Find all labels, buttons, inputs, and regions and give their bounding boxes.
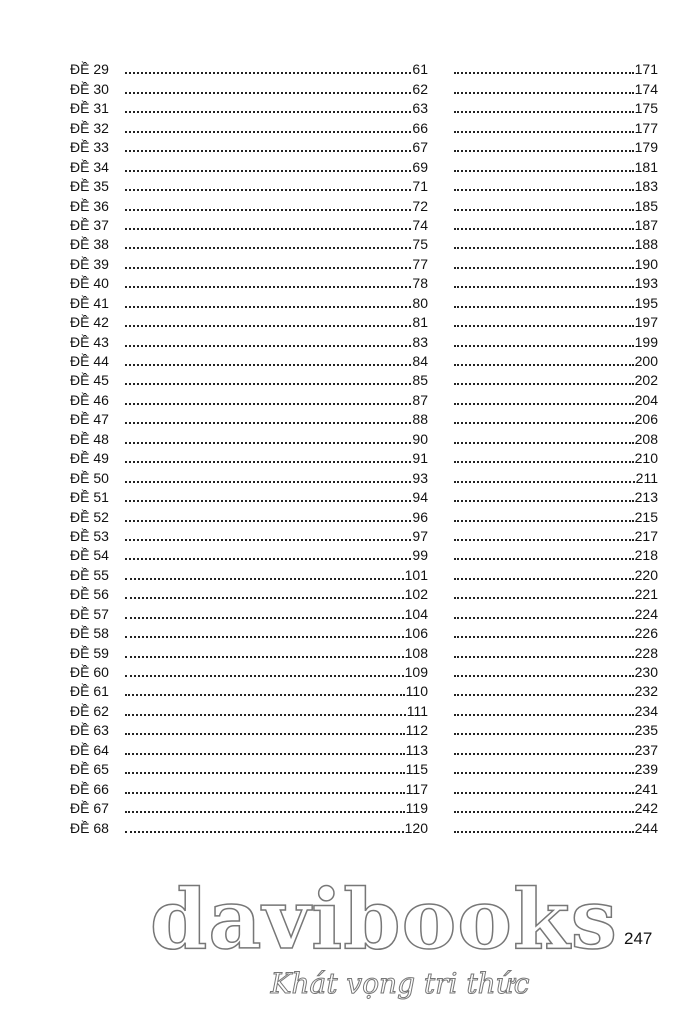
- toc-entry: [70, 369, 428, 388]
- toc-entry: [453, 602, 658, 621]
- toc-entry: [453, 699, 658, 718]
- toc-entry: [453, 116, 658, 135]
- toc-entry-page: 188: [634, 236, 658, 253]
- toc-entry-label: ĐỀ 34: [70, 158, 109, 175]
- dot-leader: [125, 344, 411, 347]
- toc-entry-label: ĐỀ 38: [70, 236, 109, 253]
- toc-entry: [453, 233, 658, 252]
- toc-entry-label: ĐỀ 46: [70, 391, 109, 408]
- toc-entry-page: 109: [404, 664, 428, 680]
- toc-entry: [70, 252, 428, 271]
- toc-entry-label: ĐỀ 36: [70, 197, 109, 214]
- toc-entry-page: 77: [412, 255, 428, 272]
- toc-entry-page: 217: [634, 527, 658, 544]
- toc-entry: [70, 661, 428, 680]
- toc-entry-page: 210: [634, 450, 658, 467]
- dot-leader: [454, 344, 634, 347]
- toc-entry-page: 215: [634, 508, 658, 525]
- toc-entry-label: ĐỀ 57: [70, 605, 109, 622]
- dot-leader: [125, 324, 411, 327]
- toc-entry: [453, 330, 658, 349]
- toc-entry-page: 244: [634, 819, 658, 836]
- toc-entry-page: 94: [412, 489, 428, 506]
- toc-entry: [70, 116, 428, 135]
- dot-leader: [125, 480, 411, 483]
- toc-entry-label: ĐỀ 68: [70, 819, 109, 836]
- toc-entry-page: 61: [412, 61, 428, 78]
- toc-entry-page: 239: [634, 761, 658, 778]
- dot-leader: [125, 557, 411, 560]
- toc-entry: [70, 408, 428, 427]
- toc-entry-label: ĐỀ 50: [70, 469, 109, 486]
- toc-entry: [70, 388, 428, 407]
- toc-entry-page: 190: [634, 255, 658, 272]
- dot-leader: [454, 499, 634, 502]
- toc-entry: [453, 622, 658, 641]
- toc-entry: [453, 583, 658, 602]
- toc-entry-page: 72: [412, 197, 428, 214]
- toc-entry: [70, 58, 428, 77]
- toc-entry-label: ĐỀ 61: [70, 683, 109, 700]
- watermark-slogan: Khát vọng tri thức: [270, 967, 530, 1000]
- dot-leader: [454, 169, 634, 172]
- toc-entry-page: 200: [634, 353, 658, 369]
- toc-entry-page: 202: [634, 372, 658, 389]
- dot-leader: [125, 538, 411, 541]
- toc-entry: [70, 214, 428, 233]
- toc-entry: [453, 738, 658, 757]
- toc-entry-label: ĐỀ 31: [70, 100, 109, 117]
- toc-entry-page: 106: [404, 625, 428, 642]
- toc-entry-page: 62: [412, 80, 428, 97]
- dot-leader: [125, 519, 411, 522]
- toc-entry: [453, 350, 658, 369]
- toc-entry: [453, 272, 658, 291]
- toc-entry-page: 87: [412, 391, 428, 408]
- toc-entry: [70, 777, 428, 796]
- dot-leader: [454, 519, 634, 522]
- toc-entry: [70, 330, 428, 349]
- toc-entry-page: 218: [634, 547, 658, 564]
- toc-entry-page: 102: [404, 586, 428, 603]
- toc-entry: [453, 388, 658, 407]
- dot-leader: [125, 363, 411, 366]
- toc-entry-page: 237: [634, 741, 658, 758]
- toc-entry-page: 234: [634, 702, 658, 719]
- dot-leader: [454, 324, 634, 327]
- toc-entry-page: 120: [404, 819, 428, 836]
- dot-leader: [125, 91, 411, 94]
- toc-entry-label: ĐỀ 65: [70, 761, 109, 778]
- dot-leader: [125, 246, 411, 249]
- dot-leader: [125, 188, 411, 191]
- dot-leader: [454, 188, 634, 191]
- dot-leader: [125, 285, 411, 288]
- toc-entry-page: 111: [406, 702, 428, 719]
- toc-entry-page: 63: [412, 100, 428, 117]
- dot-leader: [125, 382, 411, 385]
- toc-entry: [453, 291, 658, 310]
- toc-left-column: [70, 58, 428, 836]
- toc-entry-page: 174: [634, 80, 658, 97]
- toc-entry-page: 117: [405, 780, 428, 797]
- toc-entry: [70, 505, 428, 524]
- toc-entry-label: ĐỀ 60: [70, 664, 109, 680]
- toc-entry-page: 197: [634, 314, 658, 331]
- dot-leader: [454, 285, 634, 288]
- dot-leader: [125, 655, 404, 658]
- toc-entry-label: ĐỀ 48: [70, 430, 109, 447]
- dot-leader: [125, 577, 404, 580]
- toc-entry-page: 208: [634, 430, 658, 447]
- toc-entry: [70, 175, 428, 194]
- toc-entry-page: 204: [634, 391, 658, 408]
- dot-leader: [125, 227, 411, 230]
- toc-entry-page: 110: [405, 683, 428, 700]
- toc-entry: [453, 544, 658, 563]
- toc-entry: [453, 680, 658, 699]
- dot-leader: [125, 752, 405, 755]
- toc-entry: [70, 97, 428, 116]
- toc-entry-page: 85: [412, 372, 428, 389]
- dot-leader: [125, 169, 411, 172]
- dot-leader: [125, 110, 411, 113]
- dot-leader: [454, 713, 634, 716]
- dot-leader: [454, 382, 634, 385]
- dot-leader: [454, 596, 634, 599]
- page-number: 247: [624, 929, 653, 948]
- toc-entry-label: ĐỀ 39: [70, 255, 109, 272]
- toc-entry: [453, 155, 658, 174]
- toc-entry-page: 185: [634, 197, 658, 214]
- dot-leader: [454, 771, 634, 774]
- dot-leader: [454, 674, 634, 677]
- toc-entry-label: ĐỀ 49: [70, 450, 109, 467]
- toc-entry-label: ĐỀ 41: [70, 294, 109, 311]
- dot-leader: [125, 810, 405, 813]
- dot-leader: [454, 149, 634, 152]
- toc-entry-page: 213: [634, 489, 658, 506]
- toc-entry-page: 171: [634, 61, 658, 78]
- dot-leader: [454, 577, 634, 580]
- toc-entry-label: ĐỀ 63: [70, 722, 109, 739]
- dot-leader: [454, 538, 634, 541]
- toc-entry-page: 177: [634, 119, 658, 136]
- toc-entry-page: 175: [634, 100, 658, 117]
- toc-entry-page: 74: [412, 216, 428, 233]
- toc-entry-page: 119: [405, 800, 428, 817]
- toc-entry-page: 206: [634, 411, 658, 428]
- toc-entry-page: 221: [634, 586, 658, 603]
- toc-entry-page: 91: [412, 450, 428, 467]
- toc-entry-page: 199: [634, 333, 658, 350]
- toc-entry: [453, 466, 658, 485]
- toc-entry-page: 97: [412, 527, 428, 544]
- toc-entry-page: 112: [405, 722, 428, 739]
- toc-entry-page: 88: [412, 411, 428, 428]
- toc-entry: [453, 758, 658, 777]
- toc-entry: [70, 738, 428, 757]
- dot-leader: [125, 499, 411, 502]
- dot-leader: [125, 791, 405, 794]
- toc-entry-page: 108: [404, 644, 428, 661]
- dot-leader: [454, 732, 634, 735]
- toc-entry-page: 101: [404, 566, 428, 583]
- toc-entry-label: ĐỀ 51: [70, 489, 109, 506]
- dot-leader: [125, 674, 404, 677]
- toc-entry-page: 93: [412, 469, 428, 486]
- toc-entry-page: 241: [634, 780, 658, 797]
- toc-entry: [70, 622, 428, 641]
- toc-entry: [453, 525, 658, 544]
- dot-leader: [454, 363, 634, 366]
- dot-leader: [454, 635, 634, 638]
- dot-leader: [125, 305, 411, 308]
- toc-entry: [453, 563, 658, 582]
- toc-entry-page: 69: [412, 158, 428, 175]
- dot-leader: [125, 441, 411, 444]
- toc-entry-page: 179: [634, 139, 658, 156]
- dot-leader: [454, 402, 634, 405]
- toc-entry: [453, 311, 658, 330]
- toc-entry-label: ĐỀ 32: [70, 119, 109, 136]
- toc-entry-page: 230: [634, 664, 658, 680]
- toc-entry: [453, 486, 658, 505]
- dot-leader: [454, 208, 634, 211]
- dot-leader: [125, 71, 411, 74]
- dot-leader: [125, 616, 404, 619]
- toc-entry: [70, 136, 428, 155]
- toc-entry-label: ĐỀ 37: [70, 216, 109, 233]
- toc-entry: [453, 58, 658, 77]
- toc-entry-label: ĐỀ 62: [70, 702, 109, 719]
- dot-leader: [454, 305, 634, 308]
- toc-entry: [453, 719, 658, 738]
- toc-entry: [453, 641, 658, 660]
- toc-entry-label: ĐỀ 44: [70, 353, 109, 369]
- toc-entry: [70, 797, 428, 816]
- toc-entry-page: 71: [412, 178, 428, 195]
- toc-entry-label: ĐỀ 66: [70, 780, 109, 797]
- dot-leader: [454, 266, 634, 269]
- toc-entry: [453, 661, 658, 680]
- toc-entry: [453, 816, 658, 835]
- toc-entry: [70, 758, 428, 777]
- toc-entry-page: 104: [404, 605, 428, 622]
- toc-entry-page: 211: [635, 469, 658, 486]
- toc-entry: [453, 194, 658, 213]
- toc-entry: [70, 544, 428, 563]
- dot-leader: [125, 713, 406, 716]
- toc-entry-label: ĐỀ 35: [70, 178, 109, 195]
- toc-entry-page: 187: [634, 216, 658, 233]
- dot-leader: [125, 596, 404, 599]
- dot-leader: [125, 266, 411, 269]
- toc-entry: [70, 350, 428, 369]
- toc-entry-page: 242: [634, 800, 658, 817]
- dot-leader: [125, 421, 411, 424]
- dot-leader: [454, 71, 634, 74]
- toc-entry-label: ĐỀ 29: [70, 61, 109, 78]
- dot-leader: [454, 421, 634, 424]
- dot-leader: [125, 830, 404, 833]
- toc-entry-label: ĐỀ 53: [70, 527, 109, 544]
- toc-entry-label: ĐỀ 67: [70, 800, 109, 817]
- toc-entry: [453, 447, 658, 466]
- toc-entry: [70, 466, 428, 485]
- toc-entry: [70, 291, 428, 310]
- toc-entry-label: ĐỀ 47: [70, 411, 109, 428]
- toc-entry-label: ĐỀ 33: [70, 139, 109, 156]
- toc-entry-page: 232: [634, 683, 658, 700]
- toc-entry-label: ĐỀ 55: [70, 566, 109, 583]
- toc-entry: [70, 602, 428, 621]
- toc-entry-label: ĐỀ 45: [70, 372, 109, 389]
- toc-entry: [70, 563, 428, 582]
- toc-entry-page: 78: [412, 275, 428, 292]
- toc-entry: [70, 447, 428, 466]
- toc-entry: [70, 155, 428, 174]
- toc-entry-page: 113: [405, 741, 428, 758]
- toc-entry: [453, 427, 658, 446]
- dot-leader: [125, 460, 411, 463]
- dot-leader: [454, 441, 634, 444]
- dot-leader: [454, 616, 634, 619]
- dot-leader: [454, 693, 634, 696]
- toc-entry-page: 81: [412, 314, 428, 331]
- dot-leader: [454, 557, 634, 560]
- dot-leader: [125, 130, 411, 133]
- toc-entry: [70, 816, 428, 835]
- toc-entry-page: 224: [634, 605, 658, 622]
- toc-entry-page: 75: [412, 236, 428, 253]
- toc-entry-page: 96: [412, 508, 428, 525]
- toc-entry: [453, 136, 658, 155]
- toc-entry: [70, 486, 428, 505]
- toc-entry-page: 83: [412, 333, 428, 350]
- toc-entry: [70, 719, 428, 738]
- toc-entry: [70, 272, 428, 291]
- toc-entry-page: 66: [412, 119, 428, 136]
- toc-entry: [453, 97, 658, 116]
- dot-leader: [454, 130, 634, 133]
- toc-entry-label: ĐỀ 43: [70, 333, 109, 350]
- toc-entry-label: ĐỀ 40: [70, 275, 109, 292]
- dot-leader: [454, 480, 635, 483]
- dot-leader: [125, 635, 404, 638]
- toc-entry: [453, 777, 658, 796]
- dot-leader: [454, 460, 634, 463]
- toc-entry-page: 220: [634, 566, 658, 583]
- toc-entry-page: 67: [412, 139, 428, 156]
- dot-leader: [454, 810, 634, 813]
- dot-leader: [454, 227, 634, 230]
- dot-leader: [125, 402, 411, 405]
- toc-entry: [453, 77, 658, 96]
- toc-entry-page: 84: [412, 353, 428, 369]
- toc-entry: [453, 369, 658, 388]
- toc-entry: [453, 252, 658, 271]
- dot-leader: [125, 771, 405, 774]
- dot-leader: [454, 110, 634, 113]
- toc-entry: [70, 311, 428, 330]
- dot-leader: [454, 246, 634, 249]
- dot-leader: [454, 752, 634, 755]
- toc-entry-page: 226: [634, 625, 658, 642]
- toc-entry-page: 235: [634, 722, 658, 739]
- dot-leader: [454, 655, 634, 658]
- toc-entry: [453, 175, 658, 194]
- toc-entry: [70, 641, 428, 660]
- toc-entry-label: ĐỀ 42: [70, 314, 109, 331]
- dot-leader: [454, 791, 634, 794]
- toc-entry: [453, 505, 658, 524]
- toc-entry-label: ĐỀ 56: [70, 586, 109, 603]
- dot-leader: [125, 732, 405, 735]
- toc-entry-page: 193: [634, 275, 658, 292]
- toc-entry-label: ĐỀ 30: [70, 80, 109, 97]
- toc-entry: [70, 680, 428, 699]
- toc-entry-page: 80: [412, 294, 428, 311]
- toc-entry: [70, 194, 428, 213]
- dot-leader: [454, 830, 634, 833]
- toc-entry: [70, 233, 428, 252]
- toc-entry-page: 115: [405, 761, 428, 778]
- toc-entry-label: ĐỀ 64: [70, 741, 109, 758]
- toc-entry: [453, 797, 658, 816]
- toc-entry: [70, 583, 428, 602]
- toc-entry-page: 181: [634, 158, 658, 175]
- dot-leader: [454, 91, 634, 94]
- toc-entry: [70, 525, 428, 544]
- toc-entry: [453, 214, 658, 233]
- toc-entry-label: ĐỀ 59: [70, 644, 109, 661]
- toc-entry-page: 90: [412, 430, 428, 447]
- toc-entry-page: 183: [634, 178, 658, 195]
- watermark-brand-logo: davibooks: [150, 872, 618, 968]
- toc-entry-label: ĐỀ 58: [70, 625, 109, 642]
- toc-entry: [70, 77, 428, 96]
- toc-entry-label: ĐỀ 54: [70, 547, 109, 564]
- toc-entry: [453, 408, 658, 427]
- dot-leader: [125, 208, 411, 211]
- toc-entry: [70, 427, 428, 446]
- toc-right-column: [453, 58, 658, 836]
- toc-entry-page: 99: [412, 547, 428, 564]
- toc-entry-page: 195: [634, 294, 658, 311]
- toc-entry: [70, 699, 428, 718]
- toc-entry-label: ĐỀ 52: [70, 508, 109, 525]
- dot-leader: [125, 693, 405, 696]
- toc-entry-page: 228: [634, 644, 658, 661]
- dot-leader: [125, 149, 411, 152]
